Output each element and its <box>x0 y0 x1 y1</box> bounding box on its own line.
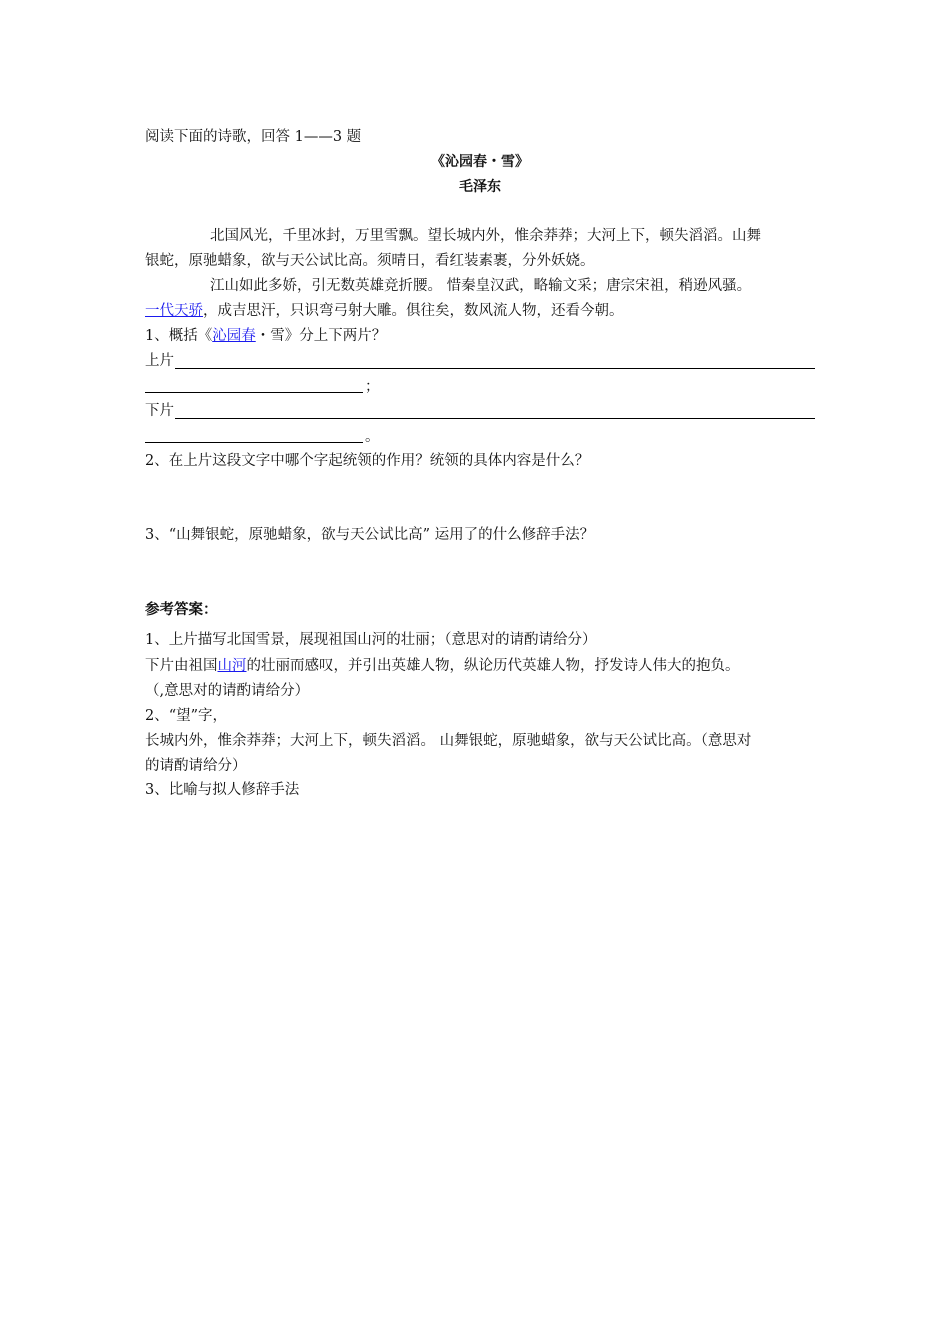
answer-line-upper-1 <box>175 368 815 369</box>
q1-prefix: 1、概括《 <box>145 328 213 344</box>
poem-author: 毛泽东 <box>459 179 501 195</box>
question-2: 2、在上片这段文字中哪个字起统领的作用？统领的具体内容是什么？ <box>145 453 590 469</box>
answer-1-line3: （,意思对的请酌请给分） <box>145 683 310 699</box>
lower-label: 下片 <box>145 403 174 419</box>
poem-title: 《沁园春・雪》 <box>431 154 529 170</box>
answer-1-line1: 1、上片描写北国雪景，展现祖国山河的壮丽；（意思对的请酌请给分） <box>145 632 597 648</box>
link-qinyuanchun[interactable]: 沁园春 <box>212 328 256 344</box>
poem-p2-line2-text: ，成吉思汗，只识弯弓射大雕。俱往矣，数风流人物，还看今朝。 <box>203 303 624 319</box>
poem-p2-line2 <box>145 301 624 321</box>
lower-end-punct: 。 <box>365 429 380 445</box>
answer-2-line1: 2、“望”字， <box>145 708 228 724</box>
a1-line2-rest: 的壮丽而感叹，并引出英雄人物，纵论历代英雄人物，抒发诗人伟大的抱负。 <box>246 658 740 674</box>
link-shanhe[interactable]: 山河 <box>217 658 247 674</box>
poem-p1-line2: 银蛇，原驰蜡象，欲与天公试比高。须晴日，看红装素裹，分外妖娆。 <box>145 253 595 269</box>
a1-line2-prefix: 下片由祖国 <box>145 658 218 674</box>
question-1 <box>145 326 386 346</box>
answer-2-line3: 的请酌请给分） <box>145 758 247 774</box>
upper-end-punct: ； <box>365 379 380 395</box>
answer-2-line2: 长城内外，惟余莽莽；大河上下，顿失滔滔。 山舞银蛇，原驰蜡象，欲与天公试比高。（意思对 <box>145 733 752 749</box>
answer-line-lower-2 <box>145 442 363 443</box>
q1-suffix: ・雪》分上下两片？ <box>255 328 387 344</box>
upper-label: 上片 <box>145 353 174 369</box>
answer-line-lower-1 <box>175 418 815 419</box>
answers-heading: 参考答案： <box>145 602 218 618</box>
answer-1-line2 <box>145 656 740 676</box>
answer-3: 3、比喻与拟人修辞手法 <box>145 782 300 798</box>
intro-text: 阅读下面的诗歌，回答 1——3 题 <box>145 129 362 145</box>
answer-line-upper-2 <box>145 392 363 393</box>
link-yidaitianjiao[interactable]: 一代天骄 <box>145 303 203 319</box>
poem-p2-line1: 江山如此多娇，引无数英雄竞折腰。 惜秦皇汉武，略输文采；唐宗宋祖，稍逊风骚。 <box>210 278 752 294</box>
poem-p1-line1: 北国风光，千里冰封，万里雪飘。望长城内外，惟余莽莽；大河上下，顿失滔滔。山舞 <box>210 228 761 244</box>
question-3: 3、“山舞银蛇，原驰蜡象，欲与天公试比高” 运用了的什么修辞手法？ <box>145 527 595 543</box>
